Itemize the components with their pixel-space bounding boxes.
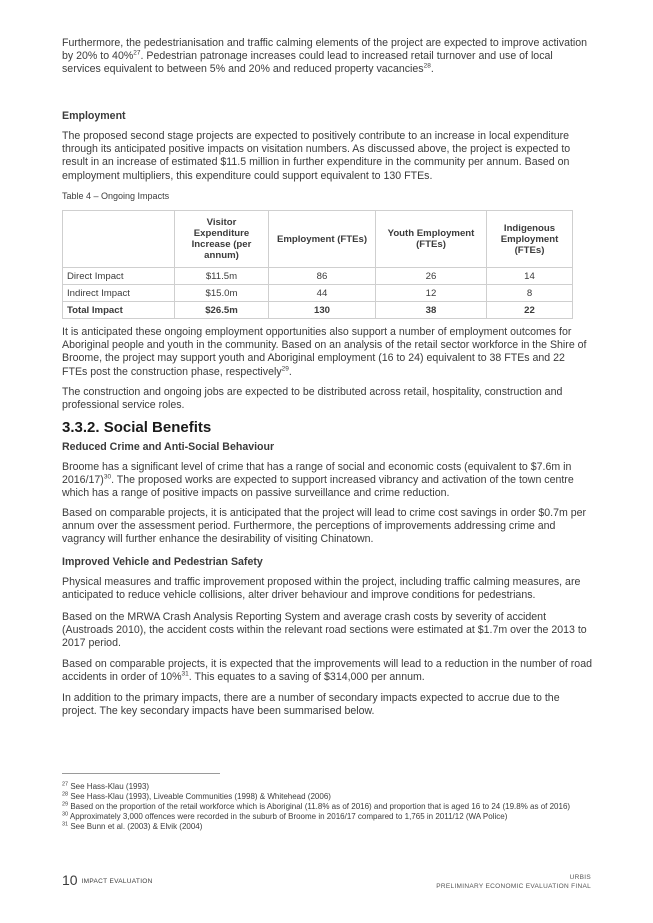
table-header-cell: Visitor Expenditure Increase (per annum) bbox=[175, 211, 269, 268]
footnote-ref[interactable]: 29 bbox=[281, 365, 289, 373]
section-title: 3.3.2. Social Benefits bbox=[62, 419, 212, 436]
table-header-row bbox=[63, 211, 573, 268]
footnote-ref[interactable]: 27 bbox=[133, 49, 141, 57]
table-header-cell: Employment (FTEs) bbox=[269, 211, 376, 268]
table-header-cell bbox=[63, 211, 175, 268]
employment-heading: Employment bbox=[62, 110, 126, 122]
footnote-item: $^{27}$ See Hass-Klau (1993) bbox=[62, 781, 150, 791]
footer-section: IMPACT EVALUATION bbox=[81, 878, 153, 885]
safety-heading: Improved Vehicle and Pedestrian Safety bbox=[62, 556, 263, 568]
table-header-cell: Youth Employment (FTEs) bbox=[376, 211, 487, 268]
intro-paragraph: Furthermore, the pedestrianisation and traffic calming elements of the project are expected to improve activation by 20% to 40%$^{27}$. Pedestrian patronage increases could lead to increased retail turnover and use of local services equivalent to between 5% and 20% and reduced property vacancies$^{28}$. bbox=[62, 37, 588, 76]
table-cell: 44 bbox=[269, 285, 376, 302]
table-cell: $15.0m bbox=[175, 285, 269, 302]
table-cell: 14 bbox=[487, 268, 573, 285]
table-row bbox=[63, 285, 573, 302]
safety-paragraph-3: Based on comparable projects, it is expected that the improvements will lead to a reduction in the number of road accidents in order of 10%$^{31}$. This equates to a saving of $314,000 per annum. bbox=[62, 658, 592, 684]
page-number: 10 bbox=[62, 872, 78, 888]
table-cell: $11.5m bbox=[175, 268, 269, 285]
youth-aboriginal-paragraph: It is anticipated these ongoing employment opportunities also support a number of employment outcomes for Aboriginal people and youth in the community. Based on an analysis of the retail sector workforce in the Shire of Broome, the project may support youth and Aboriginal employment (16 to 24) equivalent to 38 FTEs and 22 FTEs post the construction phase, respectively$^{29}$. bbox=[62, 326, 587, 378]
footnote-item: $^{30}$ Approximately 3,000 offences were recorded in the suburb of Broome in 2016/17 compared to 1,765 in 2011/12 (WA Police) bbox=[62, 811, 508, 821]
footnote-ref[interactable]: 30 bbox=[103, 473, 112, 481]
jobs-distribution-paragraph: The construction and ongoing jobs are expected to be distributed across retail, hospitality, construction and professional service roles. bbox=[62, 386, 563, 412]
table-header-cell: Indigenous Employment (FTEs) bbox=[487, 211, 573, 268]
safety-paragraph-2: Based on the MRWA Crash Analysis Reporting System and average crash costs by severity of accident (Austroads 2010), the accident costs within the relevant road sections were estimated at $1.7m over the 2013 to 2017 period. bbox=[62, 611, 587, 650]
table-cell: 38 bbox=[376, 302, 487, 319]
employment-paragraph: The proposed second stage projects are expected to positively contribute to an increase in local expenditure through its anticipated positive impacts on visitation numbers. As discussed above, the project is expected to result in an increase of estimated $11.5 million in further expenditure in the community per annum. Based on employment multipliers, this expenditure could support equivalent to 130 FTEs. bbox=[62, 130, 571, 182]
footer-brand: URBIS bbox=[569, 874, 591, 881]
ongoing-impacts-table bbox=[62, 210, 573, 319]
crime-paragraph-2: Based on comparable projects, it is anticipated that the project will lead to crime cost savings in order $0.7m per annum over the assessment period. Furthermore, the perceptions of improvements addressing crime and vagrancy will further enhance the desirability of visiting Chinatown. bbox=[62, 507, 587, 546]
footnote-ref[interactable]: 31 bbox=[181, 670, 189, 678]
table-cell: $26.5m bbox=[175, 302, 269, 319]
table-row-total bbox=[63, 302, 573, 319]
table-cell: Indirect Impact bbox=[63, 285, 175, 302]
table-cell: 26 bbox=[376, 268, 487, 285]
crime-paragraph-1: Broome has a significant level of crime that has a range of social and economic costs (equivalent to $7.6m in 2016/17)$^{30}$. The proposed works are expected to support increased vibrancy and activation of the town centre which has a range of positive impacts on passive surveillance and crime reduction. bbox=[62, 461, 574, 500]
footnote-item: $^{28}$ See Hass-Klau (1993), Liveable Communities (1998) & Whitehead (2006) bbox=[62, 791, 331, 801]
footnote-item: $^{31}$ See Bunn et al. (2003) & Elvik (2004) bbox=[62, 821, 203, 831]
footnote-ref[interactable]: 28 bbox=[423, 62, 431, 70]
footnote-divider bbox=[62, 773, 220, 774]
table-cell: 8 bbox=[487, 285, 573, 302]
table-cell: 22 bbox=[487, 302, 573, 319]
footnotes bbox=[62, 782, 592, 832]
table-cell: Direct Impact bbox=[63, 268, 175, 285]
crime-heading: Reduced Crime and Anti-Social Behaviour bbox=[62, 441, 275, 453]
table-cell: Total Impact bbox=[63, 302, 175, 319]
table-row bbox=[63, 268, 573, 285]
table-caption: Table 4 – Ongoing Impacts bbox=[62, 191, 170, 201]
table-cell: 12 bbox=[376, 285, 487, 302]
table-cell: 86 bbox=[269, 268, 376, 285]
footer-right bbox=[436, 873, 591, 891]
safety-paragraph-1: Physical measures and traffic improvement proposed within the project, including traffic calming measures, are anticipated to reduce vehicle collisions, alter driver behaviour and improve conditions for pedestrians. bbox=[62, 576, 581, 602]
footer-left bbox=[62, 872, 153, 888]
safety-paragraph-4: In addition to the primary impacts, there are a number of secondary impacts expected to accrue due to the project. The key secondary impacts have been summarised below. bbox=[62, 692, 560, 718]
footnote-item: $^{29}$ Based on the proportion of the retail workforce which is Aboriginal (11.8% as of 2016) and proportion that is aged 16 to 24 (19.8% as of 2016) bbox=[62, 801, 571, 811]
table-cell: 130 bbox=[269, 302, 376, 319]
footer-doc-title: PRELIMINARY ECONOMIC EVALUATION FINAL bbox=[436, 883, 591, 890]
